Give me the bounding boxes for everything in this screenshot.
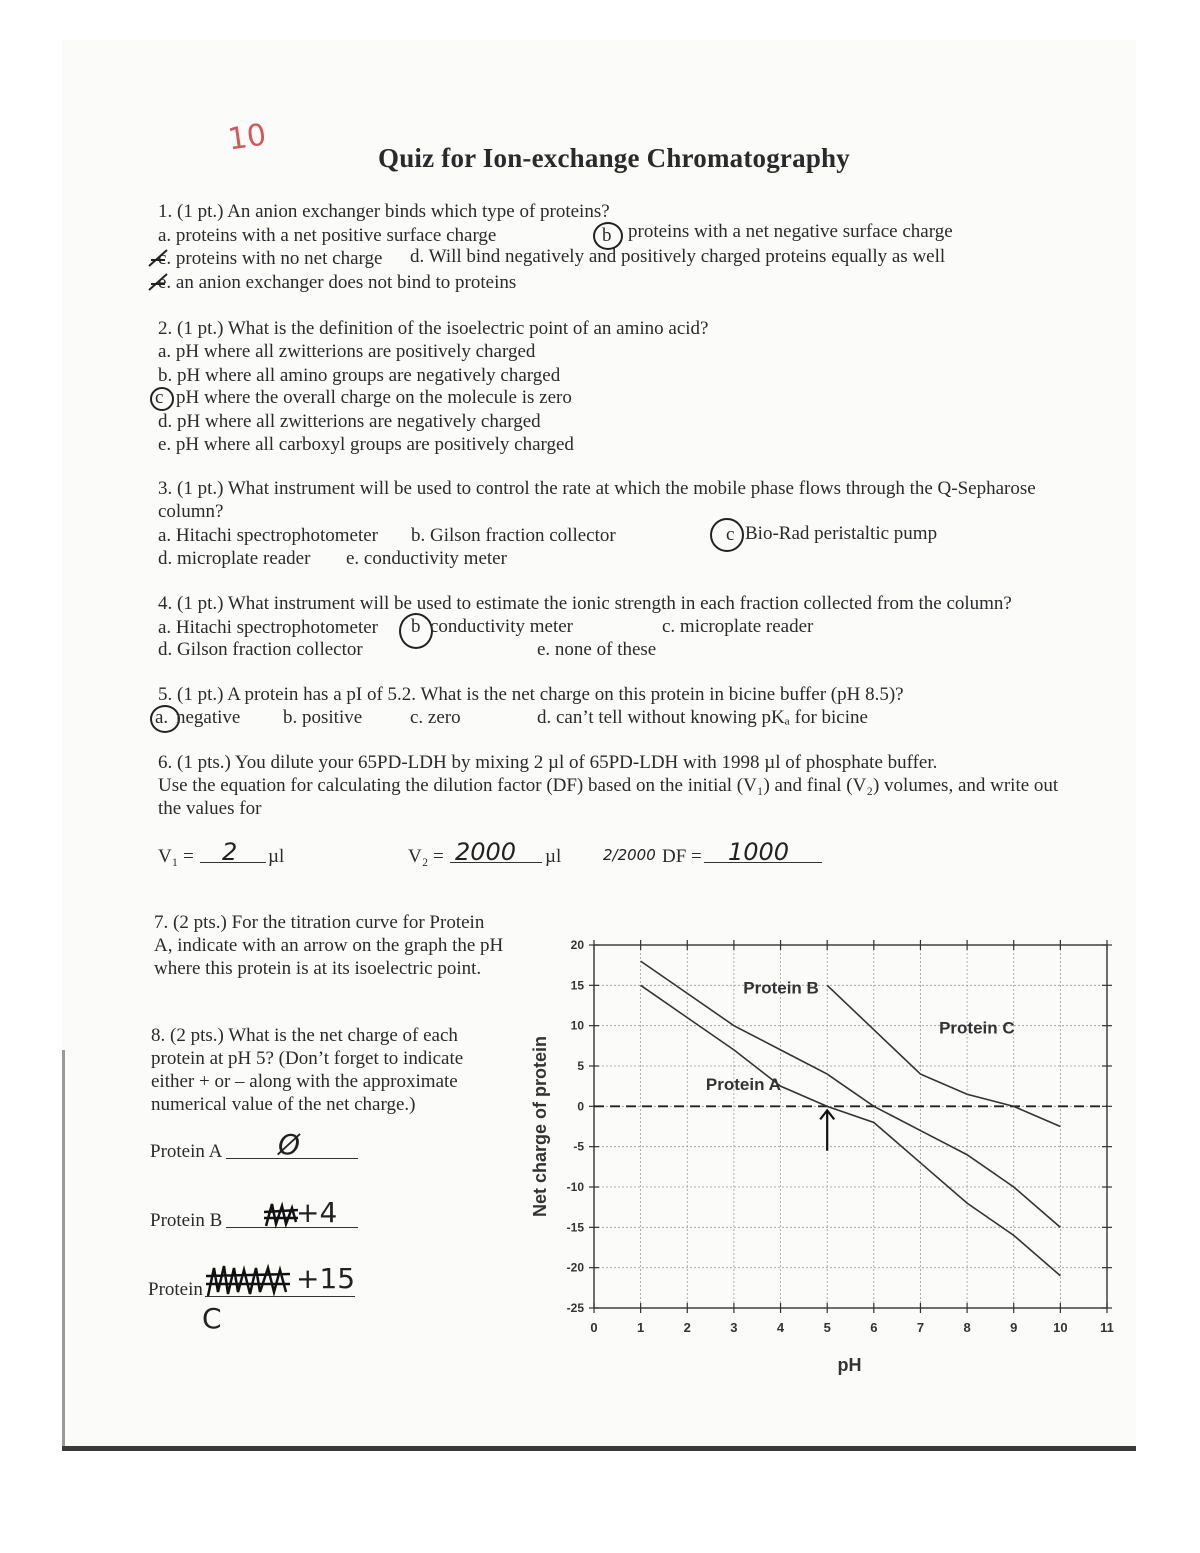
y-tick-label: -15 [566,1220,584,1235]
q1-option-b-letter: b [602,225,612,246]
q8-protein-c-answer: +15 [296,1262,356,1295]
y-axis-label: Net charge of protein [530,1035,550,1218]
q8-protein-b-label: Protein B [150,1210,223,1231]
y-tick-label: 15 [570,978,584,993]
q4-option-b: conductivity meter [430,616,573,637]
titration-curve-chart [520,925,1120,1385]
q3-option-d: d. microplate reader [158,548,311,569]
q6-v1-unit: µl [268,846,285,867]
q6-v2-unit: µl [545,846,562,867]
x-tick-label: 1 [637,1320,645,1335]
q3-option-c-letter: c [726,524,735,545]
q5-option-d: d. can’t tell without knowing pKₐ for bicine [537,707,868,728]
q8-protein-c-scribble [204,1262,296,1300]
q6-line1: 6. (1 pts.) You dilute your 65PD-LDH by mixing 2 µl of 65PD-LDH with 1998 µl of phosphate buffer. [158,752,938,773]
series-line-protein-b [641,961,1061,1227]
q1-option-a: a. proteins with a net positive surface charge [158,225,497,246]
q2-option-c: pH where the overall charge on the molecule is zero [176,387,572,408]
q6-v2-answer: 2000 [455,838,517,866]
q8-line2: protein at pH 5? (Don’t forget to indicate [151,1048,464,1069]
q3-option-b: b. Gilson fraction collector [411,525,616,546]
x-tick-label: 7 [916,1320,925,1335]
q8-line4: numerical value of the net charge.) [151,1094,416,1115]
q6-v1-answer: 2 [222,838,238,866]
q2-option-c-letter: c [155,387,164,408]
q1-option-b: proteins with a net negative surface charge [628,221,953,242]
q1-stem: 1. (1 pt.) An anion exchanger binds which type of proteins? [158,201,610,222]
q4-option-d: d. Gilson fraction collector [158,639,363,660]
x-tick-label: 4 [776,1320,785,1335]
q1-option-c: c. proteins with no net charge [158,248,383,269]
page-shadow-edge [62,1050,65,1446]
q8-protein-a-answer: Ø [278,1128,301,1161]
q6-line2: Use the equation for calculating the dilution factor (DF) based on the initial (V₁) and final (V₂) volumes, and write out [158,775,1059,796]
y-tick-label: -10 [566,1180,584,1194]
x-tick-label: 3 [730,1320,738,1335]
y-tick-label: 0 [577,1099,584,1114]
x-tick-label: 6 [870,1320,878,1335]
x-tick-label: 8 [963,1320,971,1335]
plot-frame [594,945,1107,1308]
q8-protein-a-label: Protein A [150,1141,223,1162]
x-tick-label: 10 [1053,1320,1068,1335]
y-tick-label: 5 [577,1059,584,1073]
q2-option-a: a. pH where all zwitterions are positively charged [158,341,536,362]
series-annotation: Protein A [705,1075,781,1095]
q2-option-e: e. pH where all carboxyl groups are positively charged [158,434,574,455]
q8-line3: either + or – along with the approximate [151,1071,458,1092]
q7-line1: 7. (2 pts.) For the titration curve for Protein [154,912,485,933]
isoelectric-arrow [820,1110,834,1150]
x-tick-label: 0 [590,1320,598,1335]
y-tick-label: -20 [566,1260,584,1275]
q6-df-scratch: 2/2000 [603,846,656,864]
q5-option-a: negative [176,707,241,728]
q4-stem: 4. (1 pt.) What instrument will be used to estimate the ionic strength in each fraction collected from the column? [158,593,1012,614]
q3-stem-cont: column? [158,501,224,522]
q5-stem: 5. (1 pt.) A protein has a pI of 5.2. What is the net charge on this protein in bicine buffer (pH 8.5)? [158,684,904,705]
q8-line1: 8. (2 pts.) What is the net charge of each [151,1025,458,1046]
q6-df-answer: 1000 [728,838,790,866]
series-line-protein-c [827,985,1060,1126]
q1-option-e: e. an anion exchanger does not bind to proteins [158,272,517,293]
q3-option-a: a. Hitachi spectrophotometer [158,525,379,546]
x-tick-label: 11 [1100,1320,1114,1335]
q8-protein-c-letter: C [202,1302,222,1335]
x-tick-label: 2 [683,1320,691,1335]
y-tick-label: -5 [573,1139,584,1154]
x-tick-label: 5 [823,1320,831,1335]
y-tick-label: 20 [570,938,584,952]
x-axis-label: pH [837,1355,862,1375]
q1-option-d: d. Will bind negatively and positively charged proteins equally as well [410,246,946,267]
y-tick-label: -25 [566,1301,584,1315]
series-annotation: Protein C [939,1018,1015,1038]
q2-option-d: d. pH where all zwitterions are negatively charged [158,411,541,432]
q5-option-b: b. positive [283,707,363,728]
q8-protein-b-answer: +4 [296,1196,338,1229]
q5-option-c: c. zero [410,707,461,728]
q4-option-a: a. Hitachi spectrophotometer [158,617,379,638]
q5-option-a-letter: a. [155,707,169,728]
q4-option-b-letter: b [411,616,421,637]
x-tick-label: 9 [1010,1320,1018,1335]
q3-option-c: Bio-Rad peristaltic pump [745,523,938,544]
q7-line3: where this protein is at its isoelectric point. [154,958,482,979]
grade-mark: 10 [225,117,269,158]
q4-option-c: c. microplate reader [662,616,814,637]
series-annotation: Protein B [743,978,819,998]
q3-option-e: e. conductivity meter [346,548,507,569]
q6-v2-label: V₂ = [408,846,444,867]
q6-df-label: DF = [662,846,702,867]
q3-stem: 3. (1 pt.) What instrument will be used to control the rate at which the mobile phase flows through the Q-Sepharose [158,478,1036,499]
q7-line2: A, indicate with an arrow on the graph the pH [154,935,504,956]
q1-strike-marks [145,246,175,296]
q2-stem: 2. (1 pt.) What is the definition of the isoelectric point of an amino acid? [158,318,709,339]
y-tick-label: 10 [570,1018,584,1033]
q4-option-e: e. none of these [537,639,657,660]
q8-protein-c-label: Protein [148,1279,203,1300]
q6-v1-label: V₁ = [158,846,194,867]
quiz-title: Quiz for Ion-exchange Chromatography [378,143,850,173]
q2-option-b: b. pH where all amino groups are negatively charged [158,365,561,386]
q6-line3: the values for [158,798,262,819]
